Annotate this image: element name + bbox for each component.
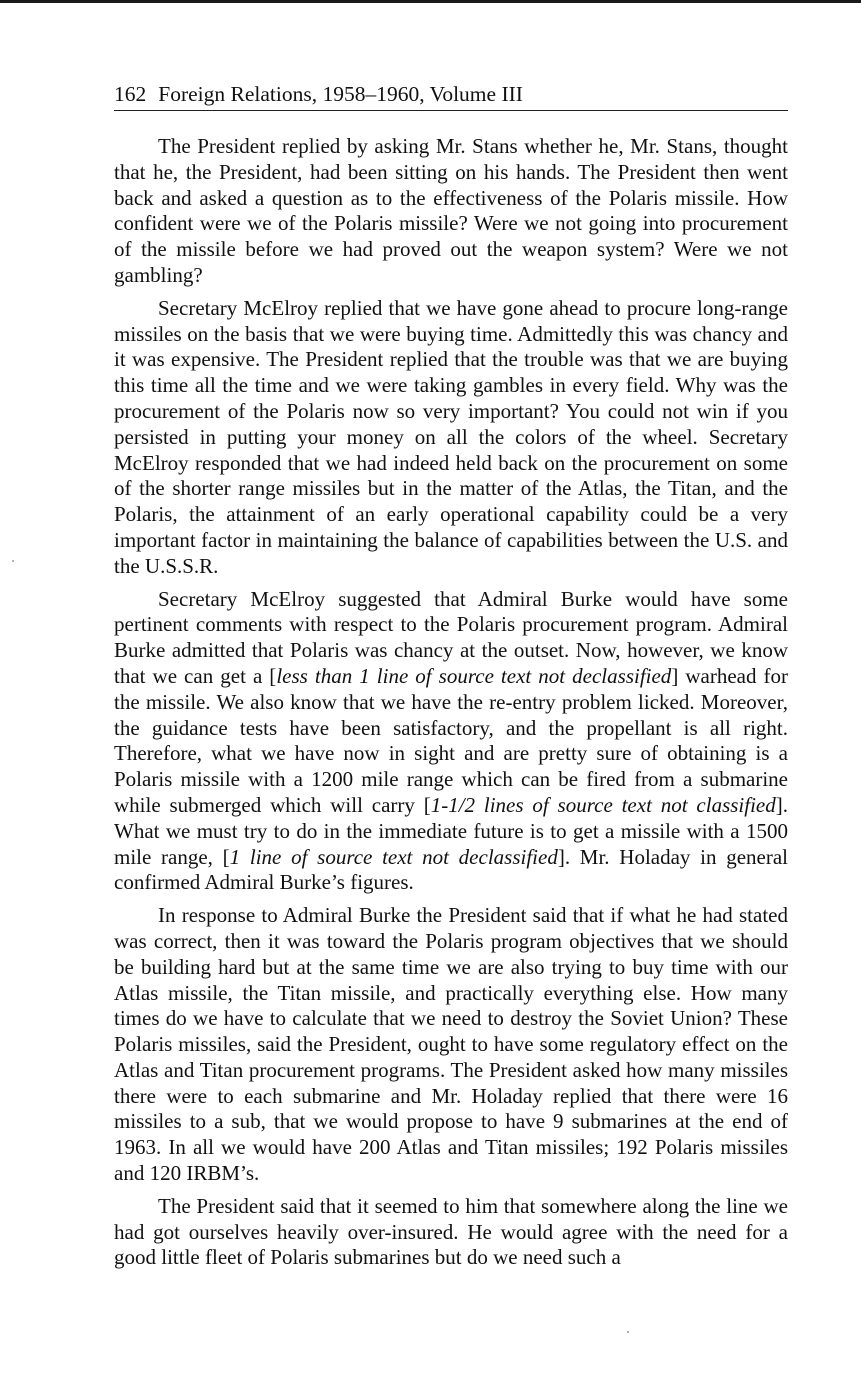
paragraph	[114, 1194, 788, 1271]
editorial-note: 1 line of source text not declassified	[229, 844, 558, 869]
scan-top-border	[0, 0, 861, 3]
text-run: Secretary McElroy replied that we have gone ahead to procure long-range missiles on the basis that we were buying time. Admittedly this was chancy and it was expensive. The President replied that the trouble was that we are buying this time all the time and we were taking gambles in every field. Why was the procurement of the Polaris now so very important? You could not win if you persisted in putting your money on all the colors of the wheel. Secretary McElroy responded that we had indeed held back on the procurement on some of the shorter range missiles but in the matter of the Atlas, the Titan, and the Polaris, the attainment of an early operational capability could be a very important factor in maintaining the balance of capabilities between the U.S. and the U.S.S.R.	[114, 295, 788, 578]
scan-speck	[12, 560, 14, 562]
text-run: ]. Mr. Holaday in general confirmed Admiral Burke’s figures.	[114, 844, 788, 895]
editorial-note: less than 1 line of source text not declassified	[276, 663, 672, 688]
paragraph	[114, 296, 788, 580]
text-run: The President said that it seemed to him that somewhere along the line we had got ourselves heavily over-insured. He would agree with the need for a good little fleet of Polaris submarines but do we need such a	[114, 1193, 788, 1270]
text-run: In response to Admiral Burke the President said that if what he had stated was correct, then it was toward the Polaris program objectives that we should be building hard but at the same time we are also trying to buy time with our Atlas missile, the Titan missile, and practically everything else. How many times do we have to calculate that we need to destroy the Soviet Union? These Polaris missiles, said the President, ought to have some regulatory effect on the Atlas and Titan procurement programs. The President asked how many missiles there were to each submarine and Mr. Holaday replied that there were 16 missiles to a sub, that we would propose to have 9 submarines at the end of 1963. In all we would have 200 Atlas and Titan missiles; 192 Polaris missiles and 120 IRBM’s.	[114, 903, 788, 1186]
editorial-note: 1-1/2 lines of source text not classified	[430, 792, 776, 817]
text-run: The President replied by asking Mr. Stans whether he, Mr. Stans, thought that he, the President, had been sitting on his hands. The President then went back and asked a question as to the effectiveness of the Polaris missile. How confident were we of the Polaris missile? Were we not going into procurement of the missile before we had proved out the weapon system? Were we not gambling?	[114, 134, 788, 287]
page-number: 162	[114, 82, 147, 106]
text-run: ] warhead for the missile. We also know that we have the re-entry problem licked. Moreover, the guidance tests have been satisfactory, and the propellant is all right. Therefore, what we have now in sight and are pretty sure of obtaining is a Polaris missile with a 1200 mile range which can be fired from a submarine while submerged which will carry [	[114, 663, 788, 817]
text-run: Secretary McElroy suggested that Admiral Burke would have some pertinent comments with respect to the Polaris procurement program. Admiral Burke admitted that Polaris was chancy at the outset. Now, however, we know that we can get a [	[114, 586, 788, 688]
running-header	[114, 80, 788, 111]
scan-speck	[627, 1331, 629, 1333]
volume-title: Foreign Relations, 1958–1960, Volume III	[158, 82, 523, 106]
document-page	[114, 80, 788, 1278]
paragraph	[114, 134, 788, 289]
body-text	[114, 134, 788, 1271]
paragraph	[114, 587, 788, 897]
paragraph	[114, 903, 788, 1187]
text-run: ]. What we must try to do in the immediate future is to get a missile with a 1500 mile range, [	[114, 792, 788, 869]
